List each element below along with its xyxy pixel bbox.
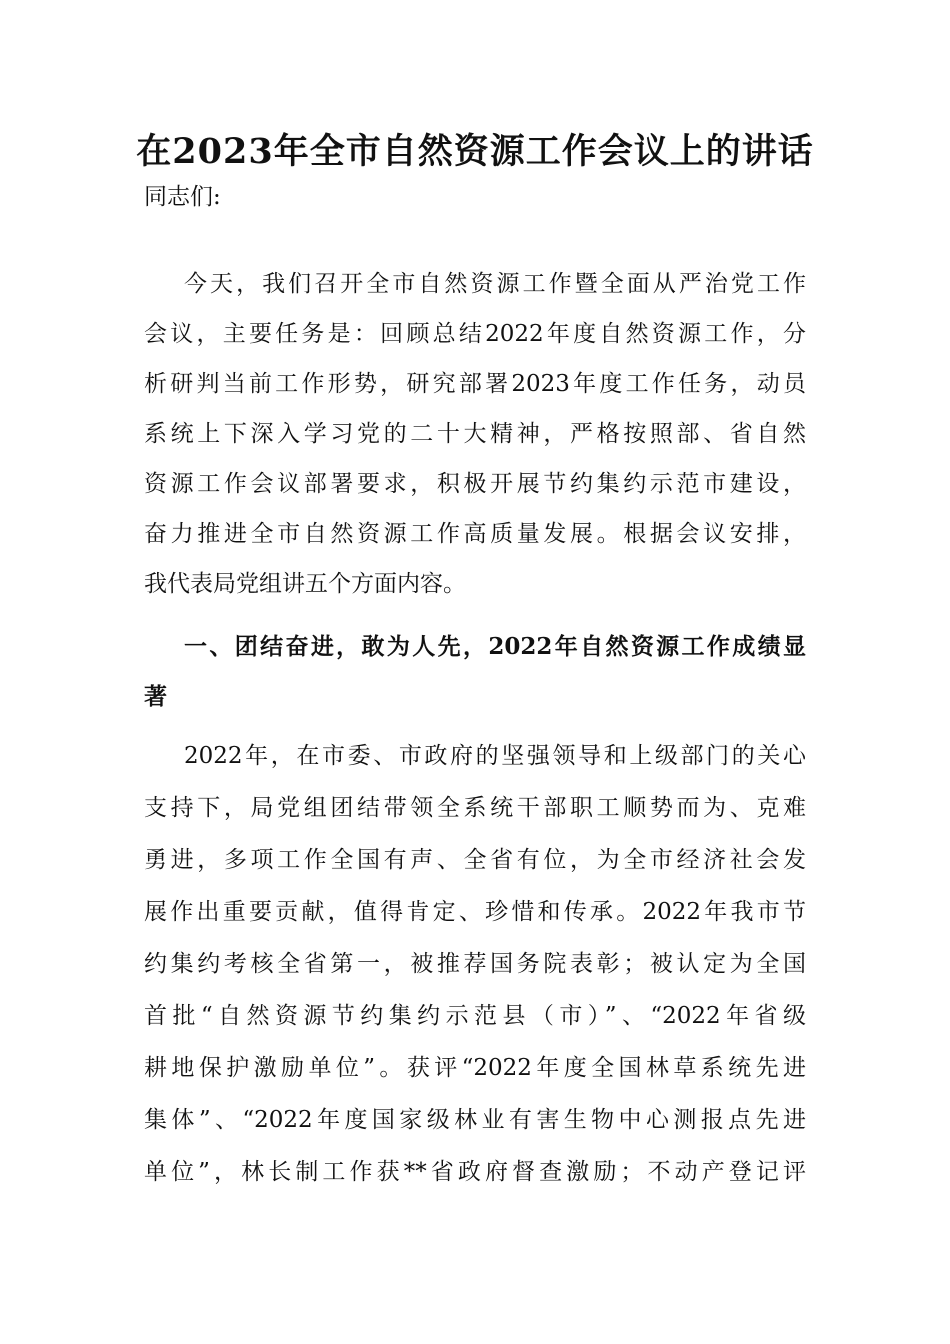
paragraph-line: 今天，我们召开全市自然资源工作暨全面从严治党工作 — [184, 271, 806, 297]
paragraph-line: 2022年，在市委、市政府的坚强领导和上级部门的关心 — [184, 743, 806, 769]
paragraph-line: 展作出重要贡献，值得肯定、珍惜和传承。2022年我市节 — [144, 899, 806, 925]
paragraph-line: 勇进，多项工作全国有声、全省有位，为全市经济社会发 — [144, 847, 806, 873]
paragraph-line: 我代表局党组讲五个方面内容。 — [144, 571, 466, 597]
section-heading: 一、团结奋进，敢为人先，2022年自然资源工作成绩显 — [184, 633, 806, 660]
paragraph-line: 奋力推进全市自然资源工作高质量发展。根据会议安排， — [144, 521, 806, 547]
paragraph-line: 支持下，局党组团结带领全系统干部职工顺势而为、克难 — [144, 795, 806, 821]
paragraph-line: 析研判当前工作形势，研究部署2023年度工作任务，动员 — [144, 371, 806, 397]
paragraph-line: 集体”、“2022年度国家级林业有害生物中心测报点先进 — [144, 1107, 806, 1133]
salutation: 同志们: — [144, 184, 221, 210]
section-heading: 著 — [144, 683, 167, 710]
paragraph-line: 首批“自然资源节约集约示范县（市）”、“2022年省级 — [144, 1003, 806, 1029]
paragraph-line: 耕地保护激励单位”。获评“2022年度全国林草系统先进 — [144, 1055, 806, 1081]
paragraph-line: 资源工作会议部署要求，积极开展节约集约示范市建设， — [144, 471, 806, 497]
paragraph-line: 约集约考核全省第一，被推荐国务院表彰；被认定为全国 — [144, 951, 806, 977]
document-title: 在2023年全市自然资源工作会议上的讲话 — [136, 131, 814, 172]
paragraph-line: 会议，主要任务是：回顾总结2022年度自然资源工作，分 — [144, 321, 806, 347]
paragraph-line: 单位”，林长制工作获**省政府督查激励；不动产登记评 — [144, 1159, 806, 1185]
paragraph-line: 系统上下深入学习党的二十大精神，严格按照部、省自然 — [144, 421, 806, 447]
